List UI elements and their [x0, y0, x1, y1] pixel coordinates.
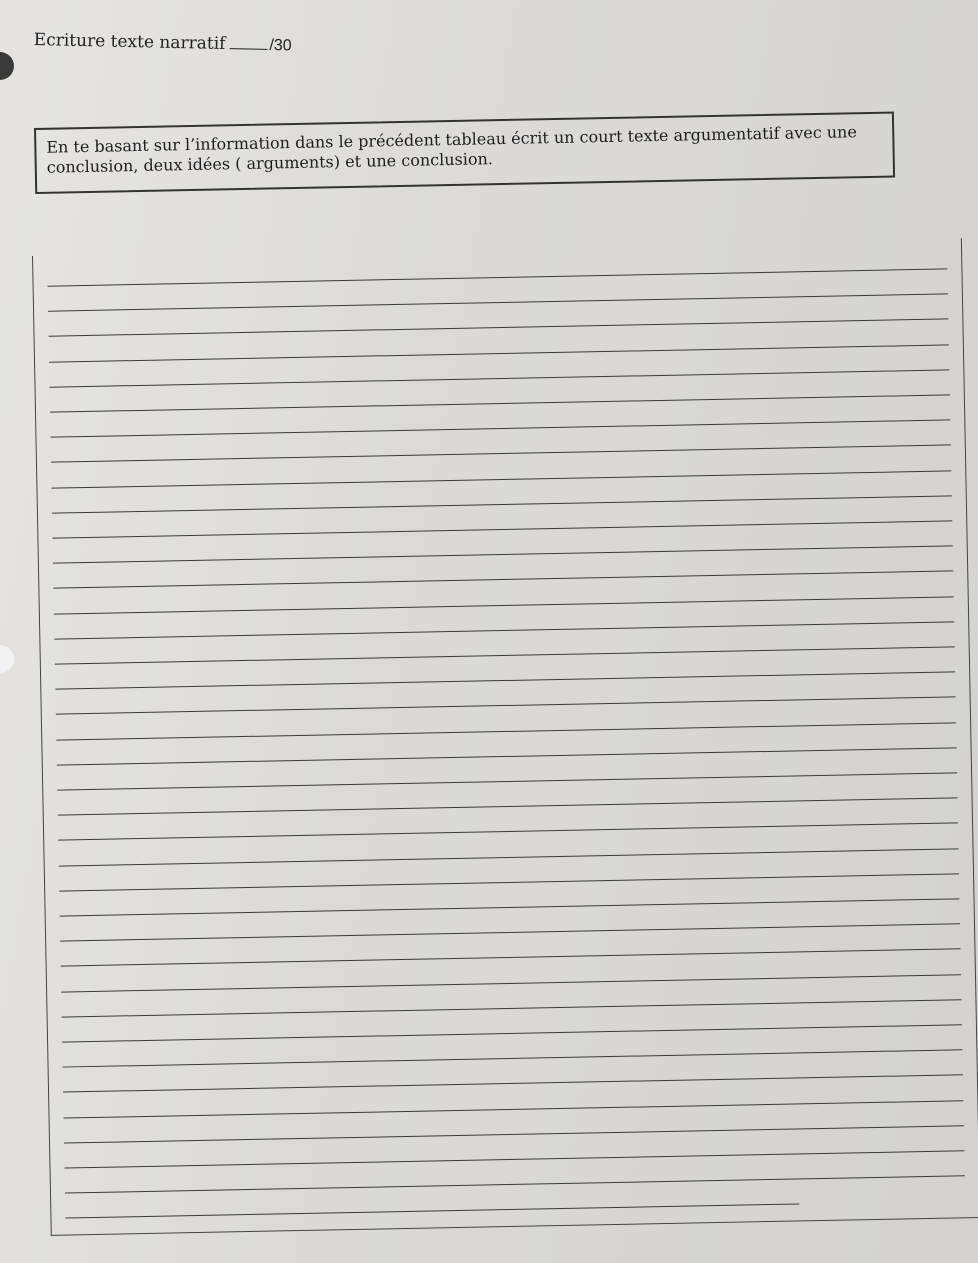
- writing-line[interactable]: [55, 646, 955, 664]
- writing-area[interactable]: [32, 238, 978, 1236]
- writing-line[interactable]: [62, 1024, 962, 1042]
- score-blank[interactable]: [229, 48, 267, 50]
- writing-line[interactable]: [58, 823, 958, 841]
- writing-line[interactable]: [51, 470, 951, 488]
- writing-line[interactable]: [52, 520, 952, 538]
- binder-hole: [0, 645, 14, 673]
- writing-line[interactable]: [52, 495, 952, 513]
- writing-line[interactable]: [54, 621, 954, 639]
- writing-line[interactable]: [56, 697, 956, 715]
- writing-line[interactable]: [49, 319, 949, 337]
- writing-line[interactable]: [58, 798, 958, 816]
- writing-line[interactable]: [60, 923, 960, 941]
- writing-line[interactable]: [65, 1175, 965, 1193]
- score-total: /30: [269, 36, 292, 55]
- writing-line[interactable]: [53, 571, 953, 589]
- writing-line[interactable]: [48, 268, 948, 286]
- writing-line[interactable]: [48, 294, 948, 312]
- writing-line[interactable]: [53, 546, 953, 564]
- writing-line[interactable]: [50, 420, 950, 438]
- writing-line[interactable]: [64, 1100, 964, 1118]
- writing-line[interactable]: [50, 394, 950, 412]
- writing-line[interactable]: [65, 1204, 799, 1219]
- writing-line[interactable]: [59, 848, 959, 866]
- binder-hole: [0, 52, 14, 80]
- writing-line[interactable]: [51, 445, 951, 463]
- writing-line[interactable]: [63, 1075, 963, 1093]
- writing-line[interactable]: [57, 747, 957, 765]
- writing-line[interactable]: [57, 772, 957, 790]
- writing-line[interactable]: [62, 999, 962, 1017]
- writing-line[interactable]: [60, 898, 960, 916]
- worksheet-title: [34, 30, 292, 55]
- writing-line[interactable]: [61, 974, 961, 992]
- instructions-text: En te basant sur l’information dans le précédent tableau écrit un court texte argumentatif avec une conclusion, deux idées ( arguments) et une conclusion.: [46, 122, 858, 177]
- writing-line[interactable]: [59, 873, 959, 891]
- writing-line[interactable]: [54, 596, 954, 614]
- writing-line[interactable]: [55, 672, 955, 690]
- writing-line[interactable]: [63, 1049, 963, 1067]
- writing-line[interactable]: [50, 369, 950, 387]
- instructions-box: [34, 111, 895, 193]
- title-text: Ecriture texte narratif: [33, 30, 226, 55]
- writing-line[interactable]: [64, 1125, 964, 1143]
- writing-line[interactable]: [65, 1150, 965, 1168]
- writing-line[interactable]: [49, 344, 949, 362]
- writing-line[interactable]: [56, 722, 956, 740]
- writing-line[interactable]: [61, 949, 961, 967]
